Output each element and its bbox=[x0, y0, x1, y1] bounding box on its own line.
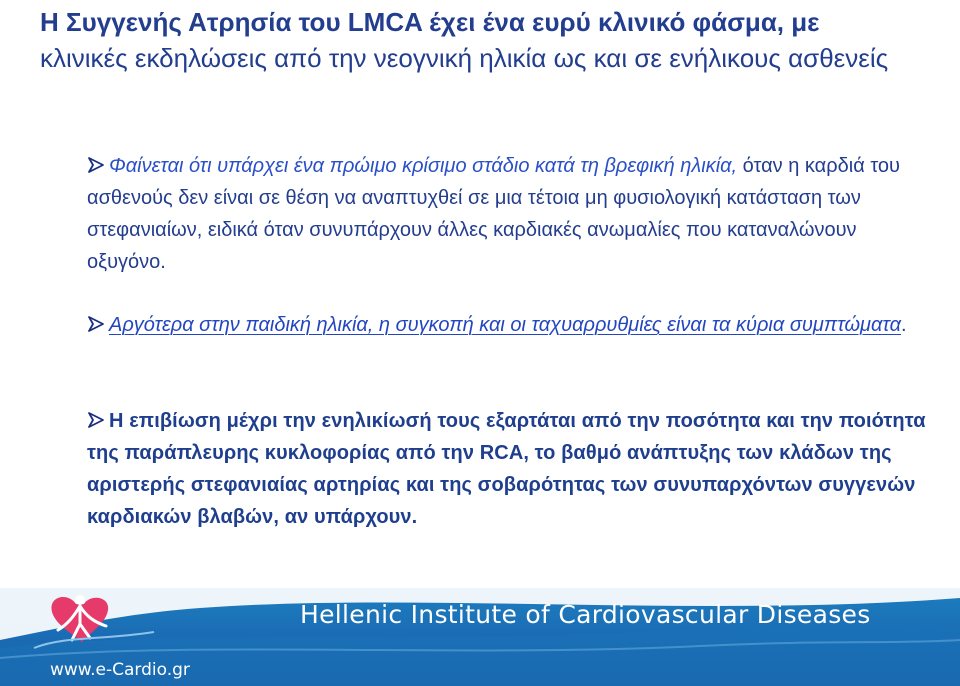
bullet-survival-text: Η επιβίωση μέχρι την ενηλικίωσή τους εξαρτάται από την ποσότητα και την ποιότητα της παράπλευρης κυκλοφορίας από την RCA, το βαθμό ανάπτυξης των κλάδων της αριστερής στεφανιαίας αρτηρίας και της σοβαρότητας των συνυπαρχόντων συγγενών καρδιακών βλαβών, αν υπάρχουν. bbox=[87, 410, 926, 528]
slide-title-rest: κλινικές εκδηλώσεις από την νεογνική ηλικία ως και σε ενήλικους ασθενείς bbox=[40, 43, 889, 73]
arrow-bullet-icon bbox=[87, 411, 107, 429]
bullet-infancy-highlight: Φαίνεται ότι υπάρχει ένα πρώιμο κρίσιμο στάδιο κατά τη βρεφική ηλικία, bbox=[109, 155, 738, 177]
bullet-survival bbox=[87, 405, 927, 533]
arrow-bullet-icon bbox=[87, 315, 107, 333]
institute-name: Hellenic Institute of Cardiovascular Diseases bbox=[300, 600, 871, 629]
website-url[interactable]: www.e-Cardio.gr bbox=[50, 660, 190, 680]
footer-banner bbox=[0, 588, 960, 686]
slide-title bbox=[40, 4, 940, 76]
bullet-childhood-tail: . bbox=[900, 314, 907, 336]
bullet-childhood-lead: Αργότερα στην παιδική ηλικία, η συγκοπή και οι ταχυαρρυθμίες είναι τα κύρια συμπτώματα bbox=[109, 314, 901, 336]
slide-title-line-1: Η Συγγενής Ατρησία του LMCA έχει ένα ευρύ κλινικό φάσμα, με bbox=[40, 7, 820, 37]
heart-figure-logo-icon bbox=[14, 590, 174, 660]
arrow-bullet-icon bbox=[87, 156, 107, 174]
bullet-infancy-text: όταν η καρδιά του ασθενούς δεν είναι σε θέση να αναπτυχθεί σε μια τέτοια μη φυσιολογική κατάσταση των στεφανιαίων, ειδικά όταν συνυπάρχουν άλλες καρδιακές ανωμαλίες που καταναλώνουν οξυγόνο. bbox=[87, 155, 900, 273]
bullet-childhood bbox=[87, 309, 927, 341]
bullet-infancy bbox=[87, 150, 927, 278]
